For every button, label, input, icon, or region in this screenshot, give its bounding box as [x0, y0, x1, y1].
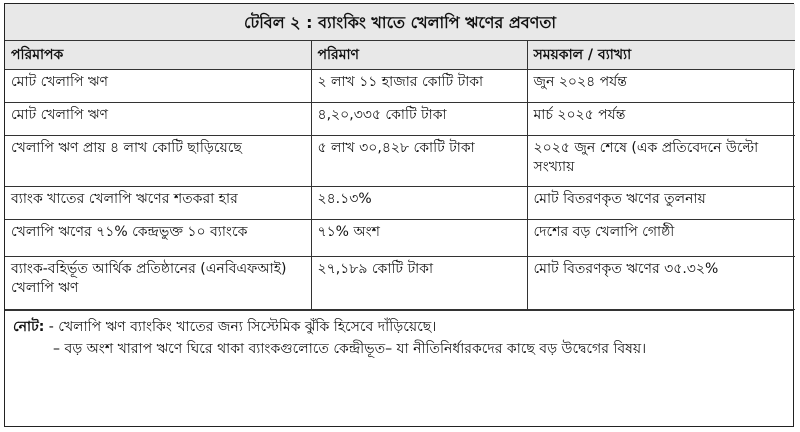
- cell-metric: মোট খেলাপি ঋণ: [5, 103, 311, 136]
- note-line-1: [13, 316, 785, 338]
- table-note: [5, 310, 793, 365]
- cell-period: মোট বিতরণকৃত ঋণের ৩৫.৩২%: [527, 257, 795, 310]
- cell-period: মার্চ ২০২৫ পর্যন্ত: [527, 103, 795, 136]
- cell-period: দেশের বড় খেলাপি গোষ্ঠী: [527, 220, 795, 257]
- table-row: [5, 136, 795, 187]
- cell-amount: ৭১% অংশ: [311, 220, 527, 257]
- title-row: [5, 4, 795, 41]
- cell-metric: মোট খেলাপি ঋণ: [5, 70, 311, 103]
- cell-metric: ব্যাংক-বহির্ভূত আর্থিক প্রতিষ্ঠানের (এনবিএফআই) খেলাপি ঋণ: [5, 257, 311, 310]
- cell-period: জুন ২০২৪ পর্যন্ত: [527, 70, 795, 103]
- table-title: টেবিল ২ : ব্যাংকিং খাতে খেলাপি ঋণের প্রবণতা: [5, 4, 795, 41]
- table-row: [5, 103, 795, 136]
- header-period: সময়কাল / ব্যাখ্যা: [527, 41, 795, 70]
- note-text-2: – বড় অংশ খারাপ ঋণে ঘিরে থাকা ব্যাংকগুলোতে কেন্দ্রীভূত– যা নীতিনির্ধারকদের কাছে বড় উদ্বেগের বিষয়।: [53, 341, 647, 357]
- cell-amount: ৫ লাখ ৩০,৪২৮ কোটি টাকা: [311, 136, 527, 187]
- document-table-frame: [4, 3, 794, 427]
- table-row: [5, 187, 795, 220]
- cell-amount: ২ লাখ ১১ হাজার কোটি টাকা: [311, 70, 527, 103]
- cell-amount: ৪,২০,৩৩৫ কোটি টাকা: [311, 103, 527, 136]
- cell-period: ২০২৫ জুন শেষে (এক প্রতিবেদনে উল্টো সংখ্যায়: [527, 136, 795, 187]
- cell-period: মোট বিতরণকৃত ঋণের তুলনায়: [527, 187, 795, 220]
- cell-metric: খেলাপি ঋণের ৭১% কেন্দ্রভুক্ত ১০ ব্যাংকে: [5, 220, 311, 257]
- cell-metric: ব্যাংক খাতের খেলাপি ঋণের শতকরা হার: [5, 187, 311, 220]
- header-metric: পরিমাপক: [5, 41, 311, 70]
- note-label: নোট:: [13, 319, 45, 335]
- table-row: [5, 220, 795, 257]
- note-text-1: - খেলাপি ঋণ ব্যাংকিং খাতের জন্য সিস্টেমিক ঝুঁকি হিসেবে দাঁড়িয়েছে।: [48, 319, 437, 335]
- cell-metric: খেলাপি ঋণ প্রায় ৪ লাখ কোটি ছাড়িয়েছে: [5, 136, 311, 187]
- cell-amount: ২৭,১৮৯ কোটি টাকা: [311, 257, 527, 310]
- header-row: [5, 41, 795, 70]
- table-row: [5, 257, 795, 310]
- header-amount: পরিমাণ: [311, 41, 527, 70]
- cell-amount: ২৪.১৩%: [311, 187, 527, 220]
- default-loan-table: [5, 4, 795, 310]
- table-row: [5, 70, 795, 103]
